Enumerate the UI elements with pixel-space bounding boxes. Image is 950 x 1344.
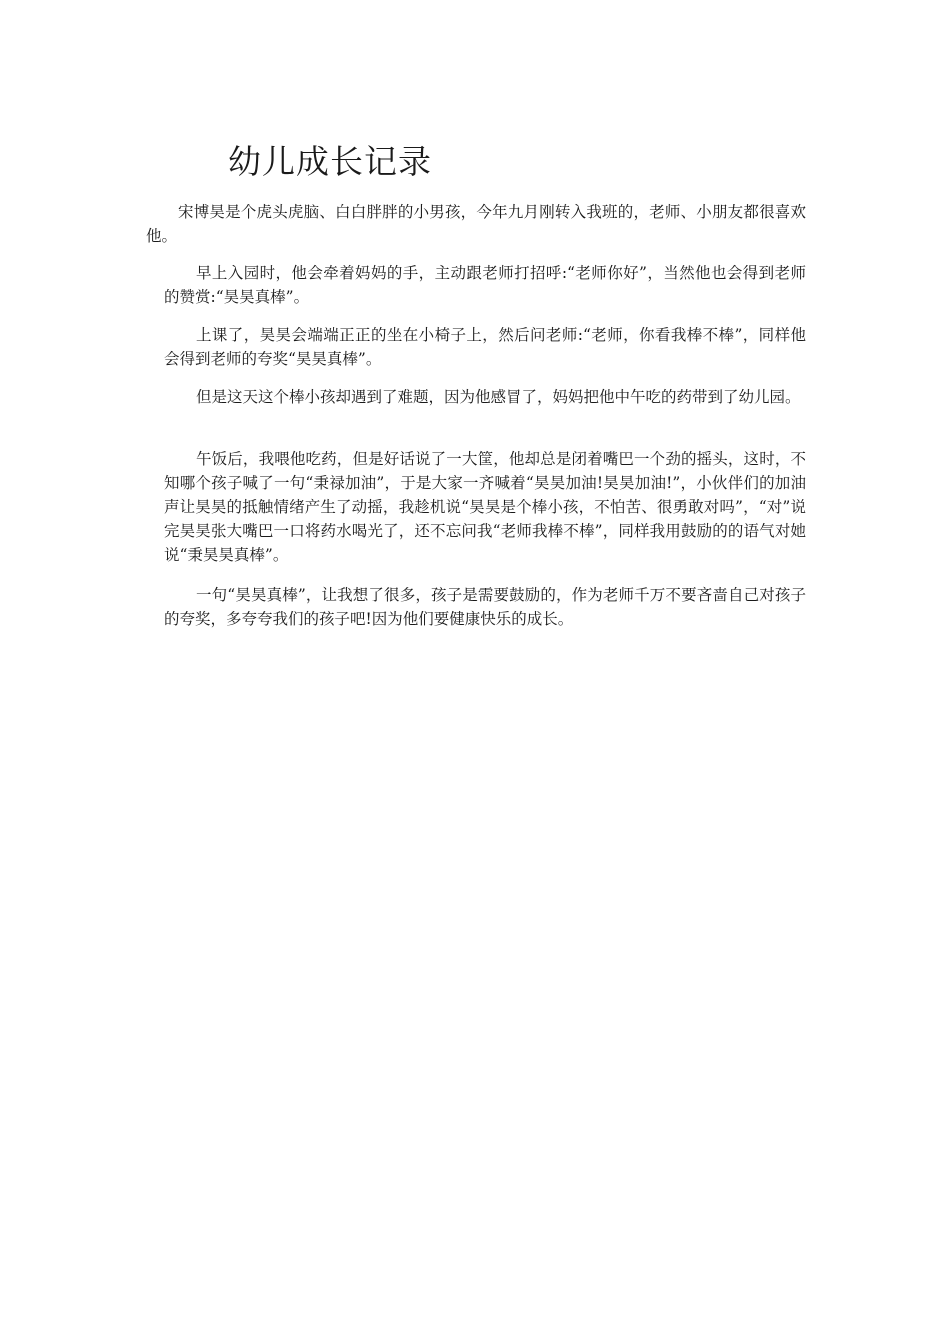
paragraph-class: 上课了，昊昊会端端正正的坐在小椅子上，然后问老师:“老师，你看我棒不棒”，同样他会得到老师的夸奖“昊昊真棒”。: [164, 326, 806, 368]
paragraph-morning: 早上入园时，他会牵着妈妈的手，主动跟老师打招呼:“老师你好”，当然他也会得到老师的赞赏:“昊昊真棒”。: [164, 264, 806, 306]
paragraph-reflection: 一句“昊昊真棒”，让我想了很多，孩子是需要鼓励的，作为老师千万不要吝啬自己对孩子的夸奖，多夸夸我们的孩子吧!因为他们要健康快乐的成长。: [164, 586, 806, 628]
paragraph-sick: 但是这天这个棒小孩却遇到了难题，因为他感冒了，妈妈把他中午吃的药带到了幼儿园。: [196, 388, 801, 406]
document-title: 幼儿成长记录: [228, 142, 432, 181]
paragraph-intro: 宋博昊是个虎头虎脑、白白胖胖的小男孩，今年九月刚转入我班的，老师、小朋友都很喜欢他。: [146, 203, 806, 245]
paragraph-medicine: 午饭后，我喂他吃药，但是好话说了一大筐，他却总是闭着嘴巴一个劲的摇头，这时，不知哪个孩子喊了一句“秉禄加油”，于是大家一齐喊着“昊昊加油!昊昊加油!”，小伙伴们的加油声让昊昊的抵触情绪产生了动摇，我趁机说“昊昊是个棒小孩，不怕苦、很勇敢对吗”，“对”说完昊昊张大嘴巴一口将药水喝光了，还不忘问我“老师我棒不棒”，同样我用鼓励的的语气对她说“秉昊昊真棒”。: [164, 450, 806, 564]
